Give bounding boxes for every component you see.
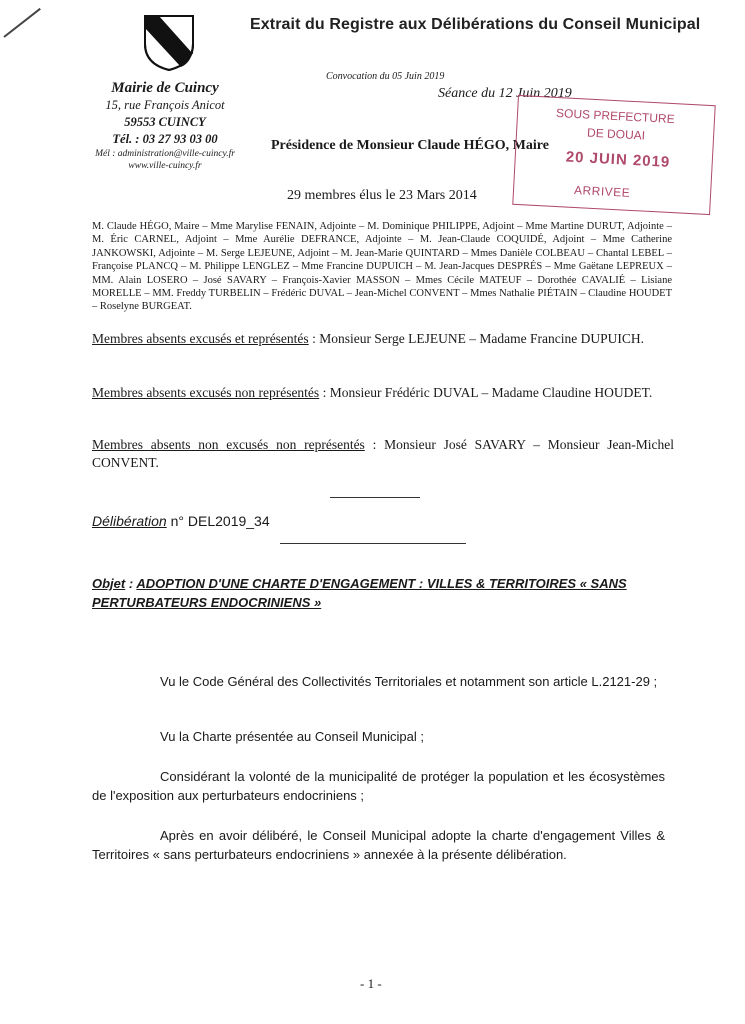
section-divider [330,497,420,498]
coat-of-arms-icon [143,14,195,72]
mairie-website: www.ville-cuincy.fr [128,161,202,171]
absence-label: Membres absents excusés non représentés [92,385,320,400]
absence-label: Membres absents non excusés non représentés [92,437,365,452]
objet-text: ADOPTION D'UNE CHARTE D'ENGAGEMENT : VILLES & TERRITOIRES « SANS PERTURBATEURS ENDOCRINIENS » [92,576,627,610]
stamp-line-1: SOUS PREFECTURE [555,105,676,127]
objet: Objet : ADOPTION D'UNE CHARTE D'ENGAGEMENT : VILLES & TERRITOIRES « SANS PERTURBATEURS ENDOCRINIENS » [92,576,627,610]
seance-date: Séance du 12 Juin 2019 [438,86,572,101]
section-divider [280,543,466,544]
absence-names: : Monsieur José SAVARY – Monsieur Jean-Michel CONVENT. [92,437,674,470]
body-paragraph: Après en avoir délibéré, le Conseil Municipal adopte la charte d'engagement Villes & Territoires « sans perturbateurs endocriniens » annexée à la présente délibération. [92,828,665,862]
members-present: M. Claude HÉGO, Maire – Mme Marylise FENAIN, Adjointe – M. Dominique PHILIPPE, Adjoint – Mme Martine DURUT, Adjointe – M. Éric CARNEL, Adjoint – Mme Aurélie DEFRANCE, Adjointe – M. Jean-Claude COQUIDÉ, Adjoint – Mme Catherine JANKOWSKI, Adjointe – M. Serge LEJEUNE, Adjoint – M. Jean-Marie QUINTARD – Mmes Danièle COLBEAU – Chantal LEBEL – Françoise PLANCQ – M. Philippe LENGLEZ – Mme Francine DUPUICH – M. Jean-Jacques DESPRÉS – Mme Gaëtane LEPREUX – MM. Alain LOSERO – José SAVARY – François-Xavier MASSON – Mmes Cécile MATEUF – Dorothée CAVALIÉ – Lisiane MORELLE – MM. Freddy TURBELIN – Frédéric DUVAL – Jean-Michel CONVENT – Mmes Nathalie PIÉTAIN – Claudine HOUDET – Roselyne BURGEAT. [92,221,672,313]
reception-stamp [512,95,715,215]
elected-members-count: 29 membres élus le 23 Mars 2014 [287,188,477,203]
body-paragraph: Considérant la volonté de la municipalité de protéger la population et les écosystèmes de l'exposition aux perturbateurs endocriniens ; [92,769,665,803]
absence-entry-3 [92,436,674,472]
deliberation-number [92,513,270,529]
mairie-phone: Tél. : 03 27 93 03 00 [112,132,218,146]
presidence: Présidence de Monsieur Claude HÉGO, Maire [271,138,549,153]
stamp-status: ARRIVEE [573,182,631,200]
absence-label: Membres absents excusés et représentés [92,331,309,346]
absence-entry-1 [92,330,674,348]
deliberation-id: n° DEL2019_34 [166,513,270,529]
objet-label: Objet [92,576,126,591]
absence-entry-2 [92,384,674,402]
mairie-postal-city: 59553 CUINCY [124,115,206,129]
mairie-name: Mairie de Cuincy [111,80,219,96]
document-title: Extrait du Registre aux Délibérations du Conseil Municipal [250,16,701,33]
deliberation-label: Délibération [92,513,167,529]
absence-names: : Monsieur Serge LEJEUNE – Madame Francine DUPUICH. [308,331,645,346]
absence-names: : Monsieur Frédéric DUVAL – Madame Claudine HOUDET. [319,385,653,400]
stamp-line-2: DE DOUAI [586,125,646,143]
body-paragraph: Vu le Code Général des Collectivités Territoriales et notamment son article L.2121-29 ; [160,674,658,689]
body-paragraph: Vu la Charte présentée au Conseil Municipal ; [160,729,424,744]
mairie-email: Mél : administration@ville-cuincy.fr [95,149,235,159]
scan-mark [3,8,40,38]
convocation-date: Convocation du 05 Juin 2019 [326,71,445,82]
mairie-block [80,80,250,172]
stamp-date: 20 JUIN 2019 [565,148,671,171]
mairie-address: 15, rue François Anicot [105,98,225,112]
page-number: - 1 - [360,976,382,991]
